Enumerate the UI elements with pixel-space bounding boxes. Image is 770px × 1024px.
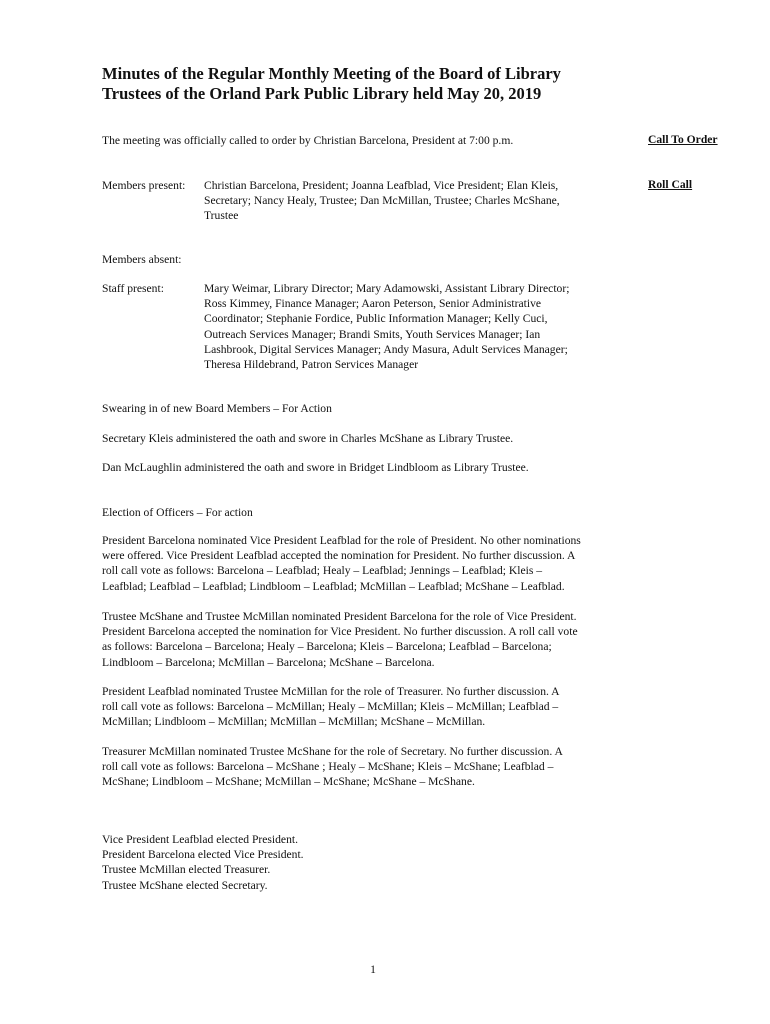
staff-present-line: Outreach Services Manager; Brandi Smits, Youth Services Manager; Ian	[204, 327, 541, 341]
paragraph-line: President Barcelona accepted the nomination for Vice President. No further discussion. A roll call vote	[102, 625, 578, 639]
result-line: Trustee McShane elected Secretary.	[102, 878, 268, 892]
election-results	[102, 832, 632, 893]
members-present-line: Christian Barcelona, President; Joanna Leafblad, Vice President; Elan Kleis,	[204, 179, 559, 192]
call-to-order-label: Call To Order	[648, 133, 718, 146]
members-present-line: Secretary; Nancy Healy, Trustee; Dan McMillan, Trustee; Charles McShane,	[204, 194, 560, 208]
page-number: 1	[370, 963, 376, 976]
title-line: Minutes of the Regular Monthly Meeting of the Board of Library	[102, 64, 561, 83]
election-paragraph	[102, 533, 632, 594]
election-paragraph	[102, 609, 632, 670]
staff-present-line: Ross Kimmey, Finance Manager; Aaron Peterson, Senior Administrative	[204, 297, 542, 311]
result-line: Vice President Leafblad elected President.	[102, 833, 298, 846]
paragraph-line: Lindbloom – Barcelona; McMillan – Barcelona; McShane – Barcelona.	[102, 655, 435, 669]
paragraph-line: President Barcelona nominated Vice President Leafblad for the role of President. No other nominations	[102, 534, 581, 547]
paragraph-line: McShane; Lindbloom – McShane; McMillan – McShane; McShane – McShane.	[102, 775, 475, 789]
staff-present-label: Staff present:	[102, 282, 164, 295]
paragraph-line: roll call vote as follows: Barcelona – Leafblad; Healy – Leafblad; Jennings – Leafblad; Kleis –	[102, 564, 543, 578]
paragraph-line: roll call vote as follows: Barcelona – McShane ; Healy – McShane; Kleis – McShane; Leafblad –	[102, 760, 554, 774]
paragraph-line: McMillan; Lindbloom – McMillan; McMillan – McMillan; McShane – McMillan.	[102, 715, 486, 729]
election-paragraph	[102, 744, 632, 790]
members-present-line: Trustee	[204, 209, 239, 223]
election-paragraph	[102, 684, 632, 730]
call-to-order-paragraph: The meeting was officially called to order by Christian Barcelona, President at 7:00 p.m.	[102, 134, 514, 147]
roll-call-label: Roll Call	[648, 178, 693, 191]
paragraph-line: roll call vote as follows: Barcelona – McMillan; Healy – McMillan; Kleis – McMillan; Leafblad –	[102, 700, 559, 714]
paragraph-line: Leafblad; Leafblad – Leafblad; Lindbloom – Leafblad; McMillan – Leafblad; McShane – Leafblad.	[102, 579, 565, 593]
paragraph-line: President Leafblad nominated Trustee McMillan for the role of Treasurer. No further discussion. A	[102, 685, 560, 698]
swearing-paragraph: Secretary Kleis administered the oath and swore in Charles McShane as Library Trustee.	[102, 432, 514, 445]
paragraph-line: as follows: Barcelona – Barcelona; Healy – Barcelona; Kleis – Barcelona; Leafblad – Barcelona;	[102, 640, 552, 654]
staff-present-list	[204, 281, 624, 372]
document-title	[102, 64, 662, 104]
staff-present-line: Coordinator; Stephanie Fordice, Public Information Manager; Kelly Cuci,	[204, 312, 548, 326]
paragraph-line: Trustee McShane and Trustee McMillan nominated President Barcelona for the role of Vice President.	[102, 610, 577, 623]
election-heading: Election of Officers – For action	[102, 506, 253, 519]
staff-present-line: Theresa Hildebrand, Patron Services Manager	[204, 358, 419, 372]
staff-present-line: Lashbrook, Digital Services Manager; Andy Masura, Adult Services Manager;	[204, 342, 568, 356]
members-absent-label: Members absent:	[102, 253, 182, 266]
title-line: Trustees of the Orland Park Public Library held May 20, 2019	[102, 84, 542, 103]
staff-present-line: Mary Weimar, Library Director; Mary Adamowski, Assistant Library Director;	[204, 282, 570, 295]
swearing-heading: Swearing in of new Board Members – For Action	[102, 402, 332, 415]
result-line: Trustee McMillan elected Treasurer.	[102, 863, 271, 877]
members-present-row	[102, 178, 632, 226]
swearing-paragraph: Dan McLaughlin administered the oath and swore in Bridget Lindbloom as Library Trustee.	[102, 461, 529, 474]
members-present-list	[204, 178, 624, 224]
paragraph-line: Treasurer McMillan nominated Trustee McShane for the role of Secretary. No further discussion. A	[102, 745, 563, 758]
members-present-label: Members present:	[102, 179, 186, 192]
staff-present-row	[102, 281, 632, 373]
result-line: President Barcelona elected Vice President.	[102, 848, 304, 862]
paragraph-line: were offered. Vice President Leafblad accepted the nomination for President. No further discussion. A	[102, 549, 576, 563]
